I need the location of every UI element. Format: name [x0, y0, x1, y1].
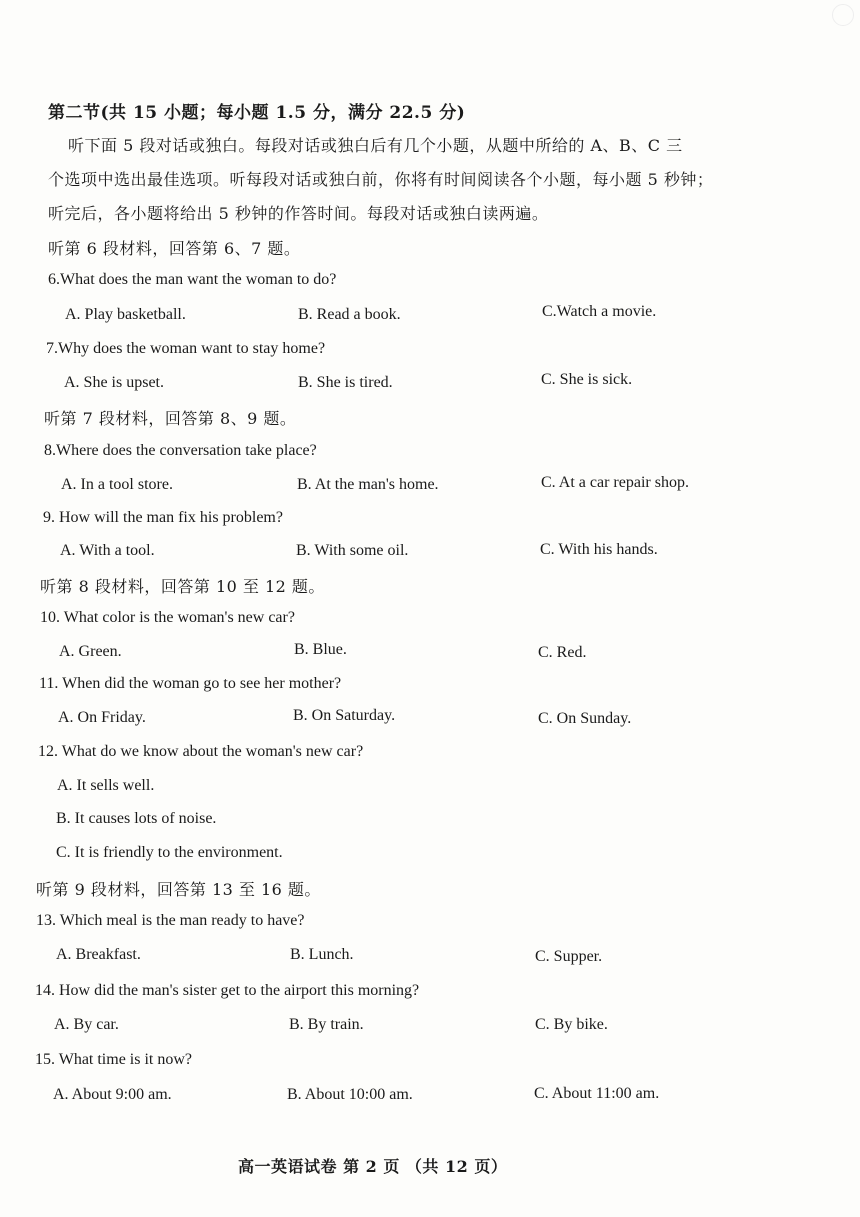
option-b: B. Lunch.: [290, 946, 354, 963]
instruction-line: 个选项中选出最佳选项。听每段对话或独白前，你将有时间阅读各个小题，每小题 5 秒钟；: [48, 170, 714, 189]
question-stem: 7.Why does the woman want to stay home?: [46, 340, 326, 357]
option-a: A. With a tool.: [60, 542, 155, 559]
instruction-line: 听下面 5 段对话或独白。每段对话或独白后有几个小题，从题中所给的 A、B、C 三: [68, 136, 683, 155]
option-c: C. It is friendly to the environment.: [56, 844, 283, 861]
option-c: C. With his hands.: [540, 541, 658, 558]
option-c: C. At a car repair shop.: [541, 474, 689, 491]
group-label: 听第 9 段材料，回答第 13 至 16 题。: [36, 880, 321, 899]
option-a: A. About 9:00 am.: [53, 1086, 172, 1103]
option-a: A. It sells well.: [57, 777, 155, 794]
option-b: B. It causes lots of noise.: [56, 810, 217, 827]
option-a: A. On Friday.: [58, 709, 146, 726]
option-c: C. Supper.: [535, 948, 603, 965]
option-b: B. By train.: [289, 1016, 364, 1033]
option-a: A. Play basketball.: [65, 306, 186, 323]
group-label: 听第 8 段材料，回答第 10 至 12 题。: [40, 577, 325, 596]
question-stem: 15. What time is it now?: [35, 1051, 193, 1068]
option-b: B. Read a book.: [298, 306, 401, 323]
option-a: A. Green.: [59, 643, 122, 660]
option-b: B. Blue.: [294, 641, 347, 658]
group-label: 听第 6 段材料，回答第 6、7 题。: [48, 239, 301, 258]
option-b: B. With some oil.: [296, 542, 409, 559]
option-b: B. On Saturday.: [293, 707, 396, 724]
option-a: A. She is upset.: [64, 374, 164, 391]
option-a: A. In a tool store.: [61, 476, 173, 493]
question-stem: 14. How did the man's sister get to the airport this morning?: [35, 982, 420, 999]
question-stem: 9. How will the man fix his problem?: [43, 509, 283, 526]
question-stem: 10. What color is the woman's new car?: [40, 609, 295, 626]
option-a: A. By car.: [54, 1016, 119, 1033]
option-a: A. Breakfast.: [56, 946, 141, 963]
section-heading: 第二节(共 15 小题；每小题 1.5 分，满分 22.5 分): [48, 103, 466, 123]
option-c: C.Watch a movie.: [542, 303, 657, 320]
question-stem: 12. What do we know about the woman's new car?: [38, 743, 364, 760]
corner-mark: [832, 4, 854, 26]
option-c: C. Red.: [538, 644, 587, 661]
option-b: B. At the man's home.: [297, 476, 439, 493]
option-b: B. About 10:00 am.: [287, 1086, 413, 1103]
question-stem: 6.What does the man want the woman to do?: [48, 271, 337, 288]
question-stem: 8.Where does the conversation take place?: [44, 442, 317, 459]
option-c: C. By bike.: [535, 1016, 608, 1033]
option-b: B. She is tired.: [298, 374, 393, 391]
option-c: C. On Sunday.: [538, 710, 632, 727]
question-stem: 13. Which meal is the man ready to have?: [36, 912, 305, 929]
group-label: 听第 7 段材料，回答第 8、9 题。: [44, 409, 297, 428]
option-c: C. About 11:00 am.: [534, 1085, 660, 1102]
question-stem: 11. When did the woman go to see her mother?: [39, 675, 342, 692]
page-footer: 高一英语试卷 第 2 页 （共 12 页）: [238, 1157, 508, 1176]
instruction-line: 听完后，各小题将给出 5 秒钟的作答时间。每段对话或独白读两遍。: [48, 204, 549, 223]
option-c: C. She is sick.: [541, 371, 633, 388]
